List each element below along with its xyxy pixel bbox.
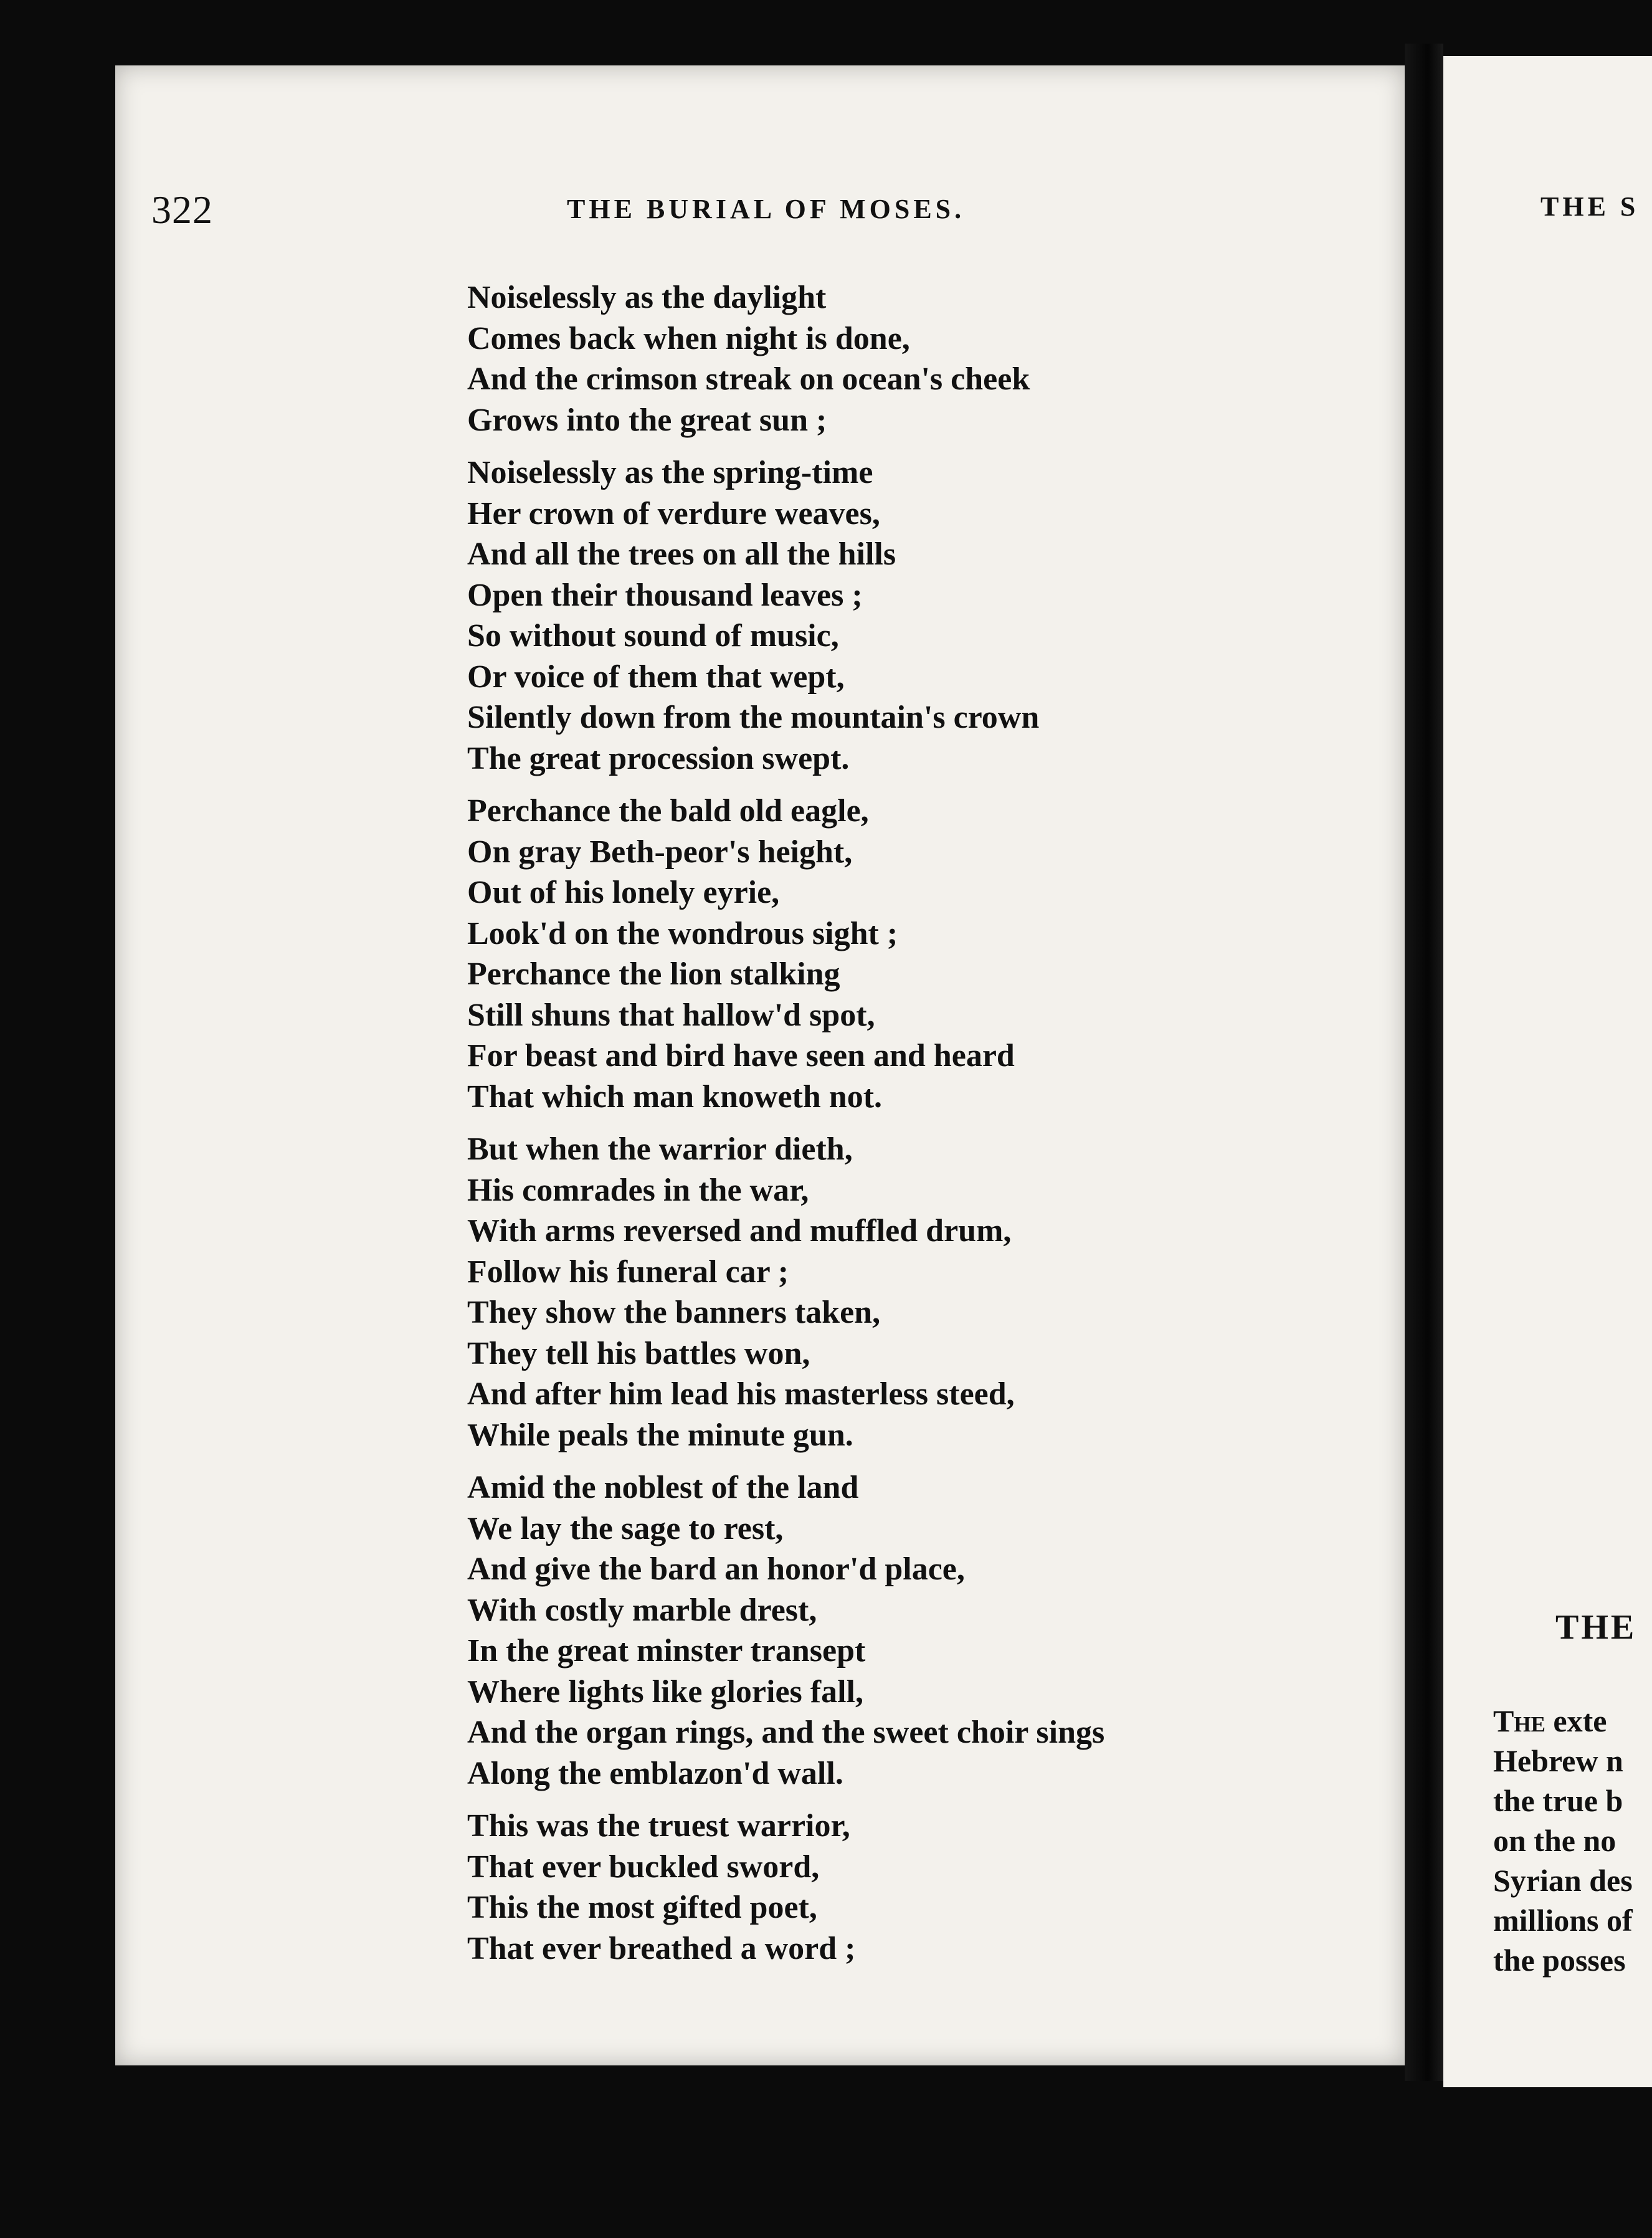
poem-line: Follow his funeral car ;: [467, 1254, 789, 1290]
poem-line: That which man knoweth not.: [467, 1079, 883, 1115]
poem-line: Out of his lonely eyrie,: [467, 875, 780, 910]
poem-line: The great procession swept.: [467, 740, 850, 776]
poem-line: Open their thousand leaves ;: [467, 577, 863, 613]
poem-line: This was the truest warrior,: [467, 1808, 850, 1844]
right-text-rest: exte: [1545, 1703, 1607, 1738]
poem-line: For beast and bird have seen and heard: [467, 1038, 1015, 1074]
poem-line: Silently down from the mountain's crown: [467, 700, 1040, 735]
poem-line: Perchance the bald old eagle,: [467, 793, 869, 829]
poem-line: And the crimson streak on ocean's cheek: [467, 361, 1030, 397]
poem-line: Where lights like glories fall,: [467, 1674, 863, 1710]
right-text-line: [1493, 1701, 1633, 1741]
right-text-rest: the posses: [1493, 1943, 1626, 1978]
poem-line: On gray Beth-peor's height,: [467, 834, 853, 870]
stanza: [467, 791, 1339, 1117]
right-text-rest: on the no: [1493, 1823, 1616, 1858]
poem-line: And all the trees on all the hills: [467, 536, 896, 572]
poem-line: Her crown of verdure weaves,: [467, 495, 880, 531]
poem-line: His comrades in the war,: [467, 1172, 809, 1208]
stanza: [467, 1467, 1339, 1794]
right-section-title: THE: [1555, 1608, 1637, 1647]
stanza: [467, 452, 1339, 779]
right-text-line: [1493, 1741, 1633, 1781]
right-text-rest: Syrian des: [1493, 1863, 1633, 1898]
right-text-lead: The: [1493, 1703, 1545, 1738]
right-text-line: [1493, 1940, 1633, 1980]
poem-line: In the great minster transept: [467, 1633, 866, 1669]
poem-line: With arms reversed and muffled drum,: [467, 1213, 1012, 1249]
poem-line: Along the emblazon'd wall.: [467, 1755, 843, 1791]
poem-line: They show the banners taken,: [467, 1295, 881, 1330]
poem-line: So without sound of music,: [467, 618, 839, 654]
poem-line: Still shuns that hallow'd spot,: [467, 997, 875, 1033]
right-text-line: [1493, 1900, 1633, 1940]
poem-line: Noiselessly as the spring-time: [467, 455, 873, 490]
right-body-text: [1493, 1701, 1633, 1980]
poem-line: And after him lead his masterless steed,: [467, 1376, 1015, 1412]
poem-line: Perchance the lion stalking: [467, 956, 840, 992]
poem: [467, 277, 1339, 1981]
poem-line: Noiselessly as the daylight: [467, 280, 827, 315]
poem-line: And the organ rings, and the sweet choir sings: [467, 1715, 1105, 1750]
poem-line: While peals the minute gun.: [467, 1417, 853, 1453]
poem-line: Or voice of them that wept,: [467, 659, 845, 695]
right-text-rest: the true b: [1493, 1783, 1623, 1818]
poem-line: This the most gifted poet,: [467, 1890, 817, 1925]
poem-line: Look'd on the wondrous sight ;: [467, 915, 898, 951]
stanza: [467, 1806, 1339, 1969]
stanza: [467, 1129, 1339, 1455]
poem-line: With costly marble drest,: [467, 1592, 817, 1628]
running-head: THE BURIAL OF MOSES.: [567, 194, 966, 224]
poem-line: Comes back when night is done,: [467, 320, 910, 356]
poem-line: Amid the noblest of the land: [467, 1470, 859, 1505]
poem-line: And give the bard an honor'd place,: [467, 1551, 965, 1587]
right-text-rest: Hebrew n: [1493, 1743, 1623, 1778]
poem-line: That ever buckled sword,: [467, 1849, 820, 1885]
poem-line: But when the warrior dieth,: [467, 1131, 853, 1167]
right-text-rest: millions of: [1493, 1903, 1633, 1938]
poem-line: Grows into the great sun ;: [467, 402, 827, 438]
poem-line: We lay the sage to rest,: [467, 1510, 784, 1546]
right-text-line: [1493, 1821, 1633, 1860]
right-page: [1443, 56, 1652, 2087]
right-running-head: THE S: [1540, 191, 1640, 222]
page-number: 322: [151, 188, 213, 232]
right-text-line: [1493, 1860, 1633, 1900]
stanza: [467, 277, 1339, 440]
book-gutter: [1405, 44, 1443, 2081]
right-text-line: [1493, 1781, 1633, 1821]
poem-line: They tell his battles won,: [467, 1335, 810, 1371]
poem-line: That ever breathed a word ;: [467, 1930, 856, 1966]
